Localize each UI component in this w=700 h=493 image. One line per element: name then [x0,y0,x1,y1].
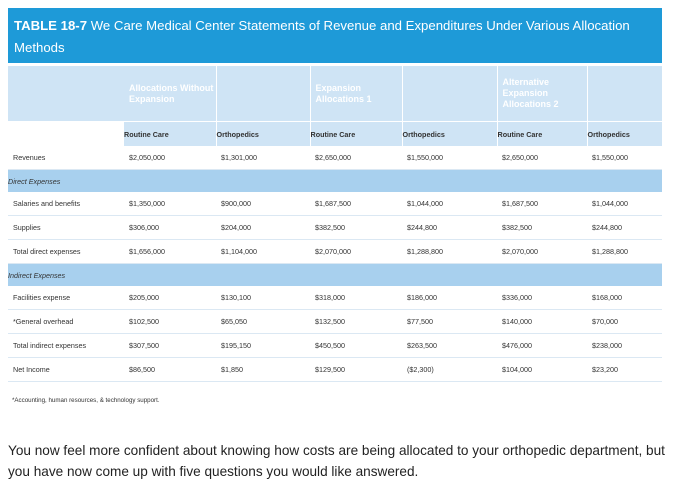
cell-value: $2,070,000 [310,240,402,264]
cell-value: $2,070,000 [497,240,587,264]
cell-value: $238,000 [587,334,662,358]
cell-value: $77,500 [402,310,497,334]
cell-value: $382,500 [497,216,587,240]
cell-value: $450,500 [310,334,402,358]
group-header-expansion-1: Expansion Allocations 1 [310,66,402,122]
sub-header-orthopedics: Orthopedics [587,122,662,147]
group-header-empty [8,66,124,122]
section-title: Indirect Expenses [8,264,662,287]
cell-value: $318,000 [310,286,402,310]
section-title: Direct Expenses [8,170,662,193]
table-title [8,8,662,63]
cell-value: $263,500 [402,334,497,358]
cell-value: $1,288,800 [587,240,662,264]
cell-value: $130,100 [216,286,310,310]
cell-value: $307,500 [124,334,216,358]
table-row-facilities [8,286,662,310]
sub-header-orthopedics: Orthopedics [402,122,497,147]
sub-header-orthopedics: Orthopedics [216,122,310,147]
cell-value: $102,500 [124,310,216,334]
cell-value: $70,000 [587,310,662,334]
cell-value: $168,000 [587,286,662,310]
group-header-without-expansion: Allocations Without Expansion [124,66,216,122]
body-paragraph: You now feel more confident about knowing how costs are being allocated to your orthopedic department, but you have now come up with five questions you would like answered. [8,443,665,479]
row-label: Total indirect expenses [8,334,124,358]
cell-value: $129,500 [310,358,402,382]
cell-value: $204,000 [216,216,310,240]
table-row-general-overhead [8,310,662,334]
cell-value: $86,500 [124,358,216,382]
cell-value: $1,687,500 [310,192,402,216]
table-row-salaries [8,192,662,216]
table-number: TABLE 18-7 [14,18,88,33]
cell-value: $1,350,000 [124,192,216,216]
row-label: Revenues [8,146,124,170]
cell-value: $1,301,000 [216,146,310,170]
cell-value: $1,656,000 [124,240,216,264]
sub-header-routine-care: Routine Care [310,122,402,147]
cell-value: $205,000 [124,286,216,310]
table-row-net-income [8,358,662,382]
cell-value: $244,800 [402,216,497,240]
section-indirect-expenses [8,264,662,287]
row-label: Supplies [8,216,124,240]
sub-header-row [8,122,662,147]
cell-value: $900,000 [216,192,310,216]
cell-value: $1,550,000 [402,146,497,170]
cell-value: $2,650,000 [497,146,587,170]
cell-value: $2,650,000 [310,146,402,170]
cell-value: $1,850 [216,358,310,382]
row-label: Salaries and benefits [8,192,124,216]
group-header-spacer [402,66,497,122]
row-label: Net Income [8,358,124,382]
table-row-total-direct [8,240,662,264]
cell-value: $1,687,500 [497,192,587,216]
cell-value: $476,000 [497,334,587,358]
row-label: Facilities expense [8,286,124,310]
cell-value: $1,550,000 [587,146,662,170]
sub-header-routine-care: Routine Care [124,122,216,147]
cell-value: $1,044,000 [402,192,497,216]
group-header-row [8,66,662,122]
cell-value: $1,104,000 [216,240,310,264]
cell-value: $140,000 [497,310,587,334]
group-header-alternative-2: Alternative Expansion Allocations 2 [497,66,587,122]
cell-value: $1,288,800 [402,240,497,264]
section-direct-expenses [8,170,662,193]
cell-value: $306,000 [124,216,216,240]
cell-value: $382,500 [310,216,402,240]
sub-header-routine-care: Routine Care [497,122,587,147]
group-header-spacer [587,66,662,122]
table-title-text: We Care Medical Center Statements of Revenue and Expenditures Under Various Allocation Methods [14,18,630,55]
row-label: Total direct expenses [8,240,124,264]
table-row-supplies [8,216,662,240]
row-label: *General overhead [8,310,124,334]
sub-header-empty [8,122,124,147]
group-header-spacer [216,66,310,122]
cell-value: $65,050 [216,310,310,334]
cell-value: $1,044,000 [587,192,662,216]
cell-value: $186,000 [402,286,497,310]
cell-value: $195,150 [216,334,310,358]
table-row-revenues [8,146,662,170]
revenue-expenditure-table [8,66,662,382]
cell-value: ($2,300) [402,358,497,382]
cell-value: $336,000 [497,286,587,310]
cell-value: $132,500 [310,310,402,334]
cell-value: $104,000 [497,358,587,382]
cell-value: $23,200 [587,358,662,382]
cell-value: $2,050,000 [124,146,216,170]
table-footnote: *Accounting, human resources, & technology support. [12,397,160,404]
table-row-total-indirect [8,334,662,358]
cell-value: $244,800 [587,216,662,240]
